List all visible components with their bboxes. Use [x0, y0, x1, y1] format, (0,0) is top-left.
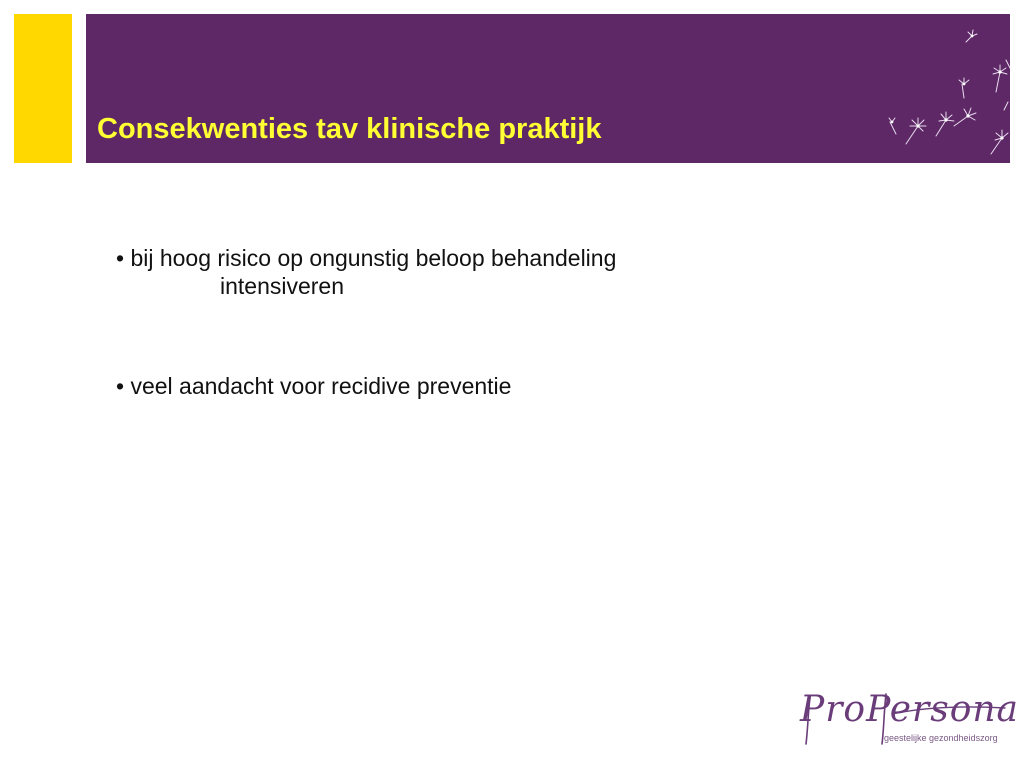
- dandelion-seeds-icon: [786, 14, 1010, 163]
- bullet-text: • veel aandacht voor recidive preventie: [116, 373, 512, 399]
- title-band: [86, 14, 1010, 163]
- bullet-item: [116, 372, 816, 400]
- slide-title: Consekwenties tav klinische praktijk: [97, 113, 602, 145]
- logo-tagline: geestelijke gezondheidszorg: [884, 733, 998, 743]
- propersona-logo: [800, 688, 1020, 750]
- bullet-text: • bij hoog risico op ongunstig beloop behandeling: [116, 245, 617, 271]
- logo-wordmark: ProPersona: [800, 689, 1020, 730]
- bullet-item: [116, 244, 816, 300]
- yellow-accent-bar: [14, 14, 72, 163]
- bullet-text-continued: intensiveren: [220, 273, 345, 299]
- slide-content: [116, 244, 816, 400]
